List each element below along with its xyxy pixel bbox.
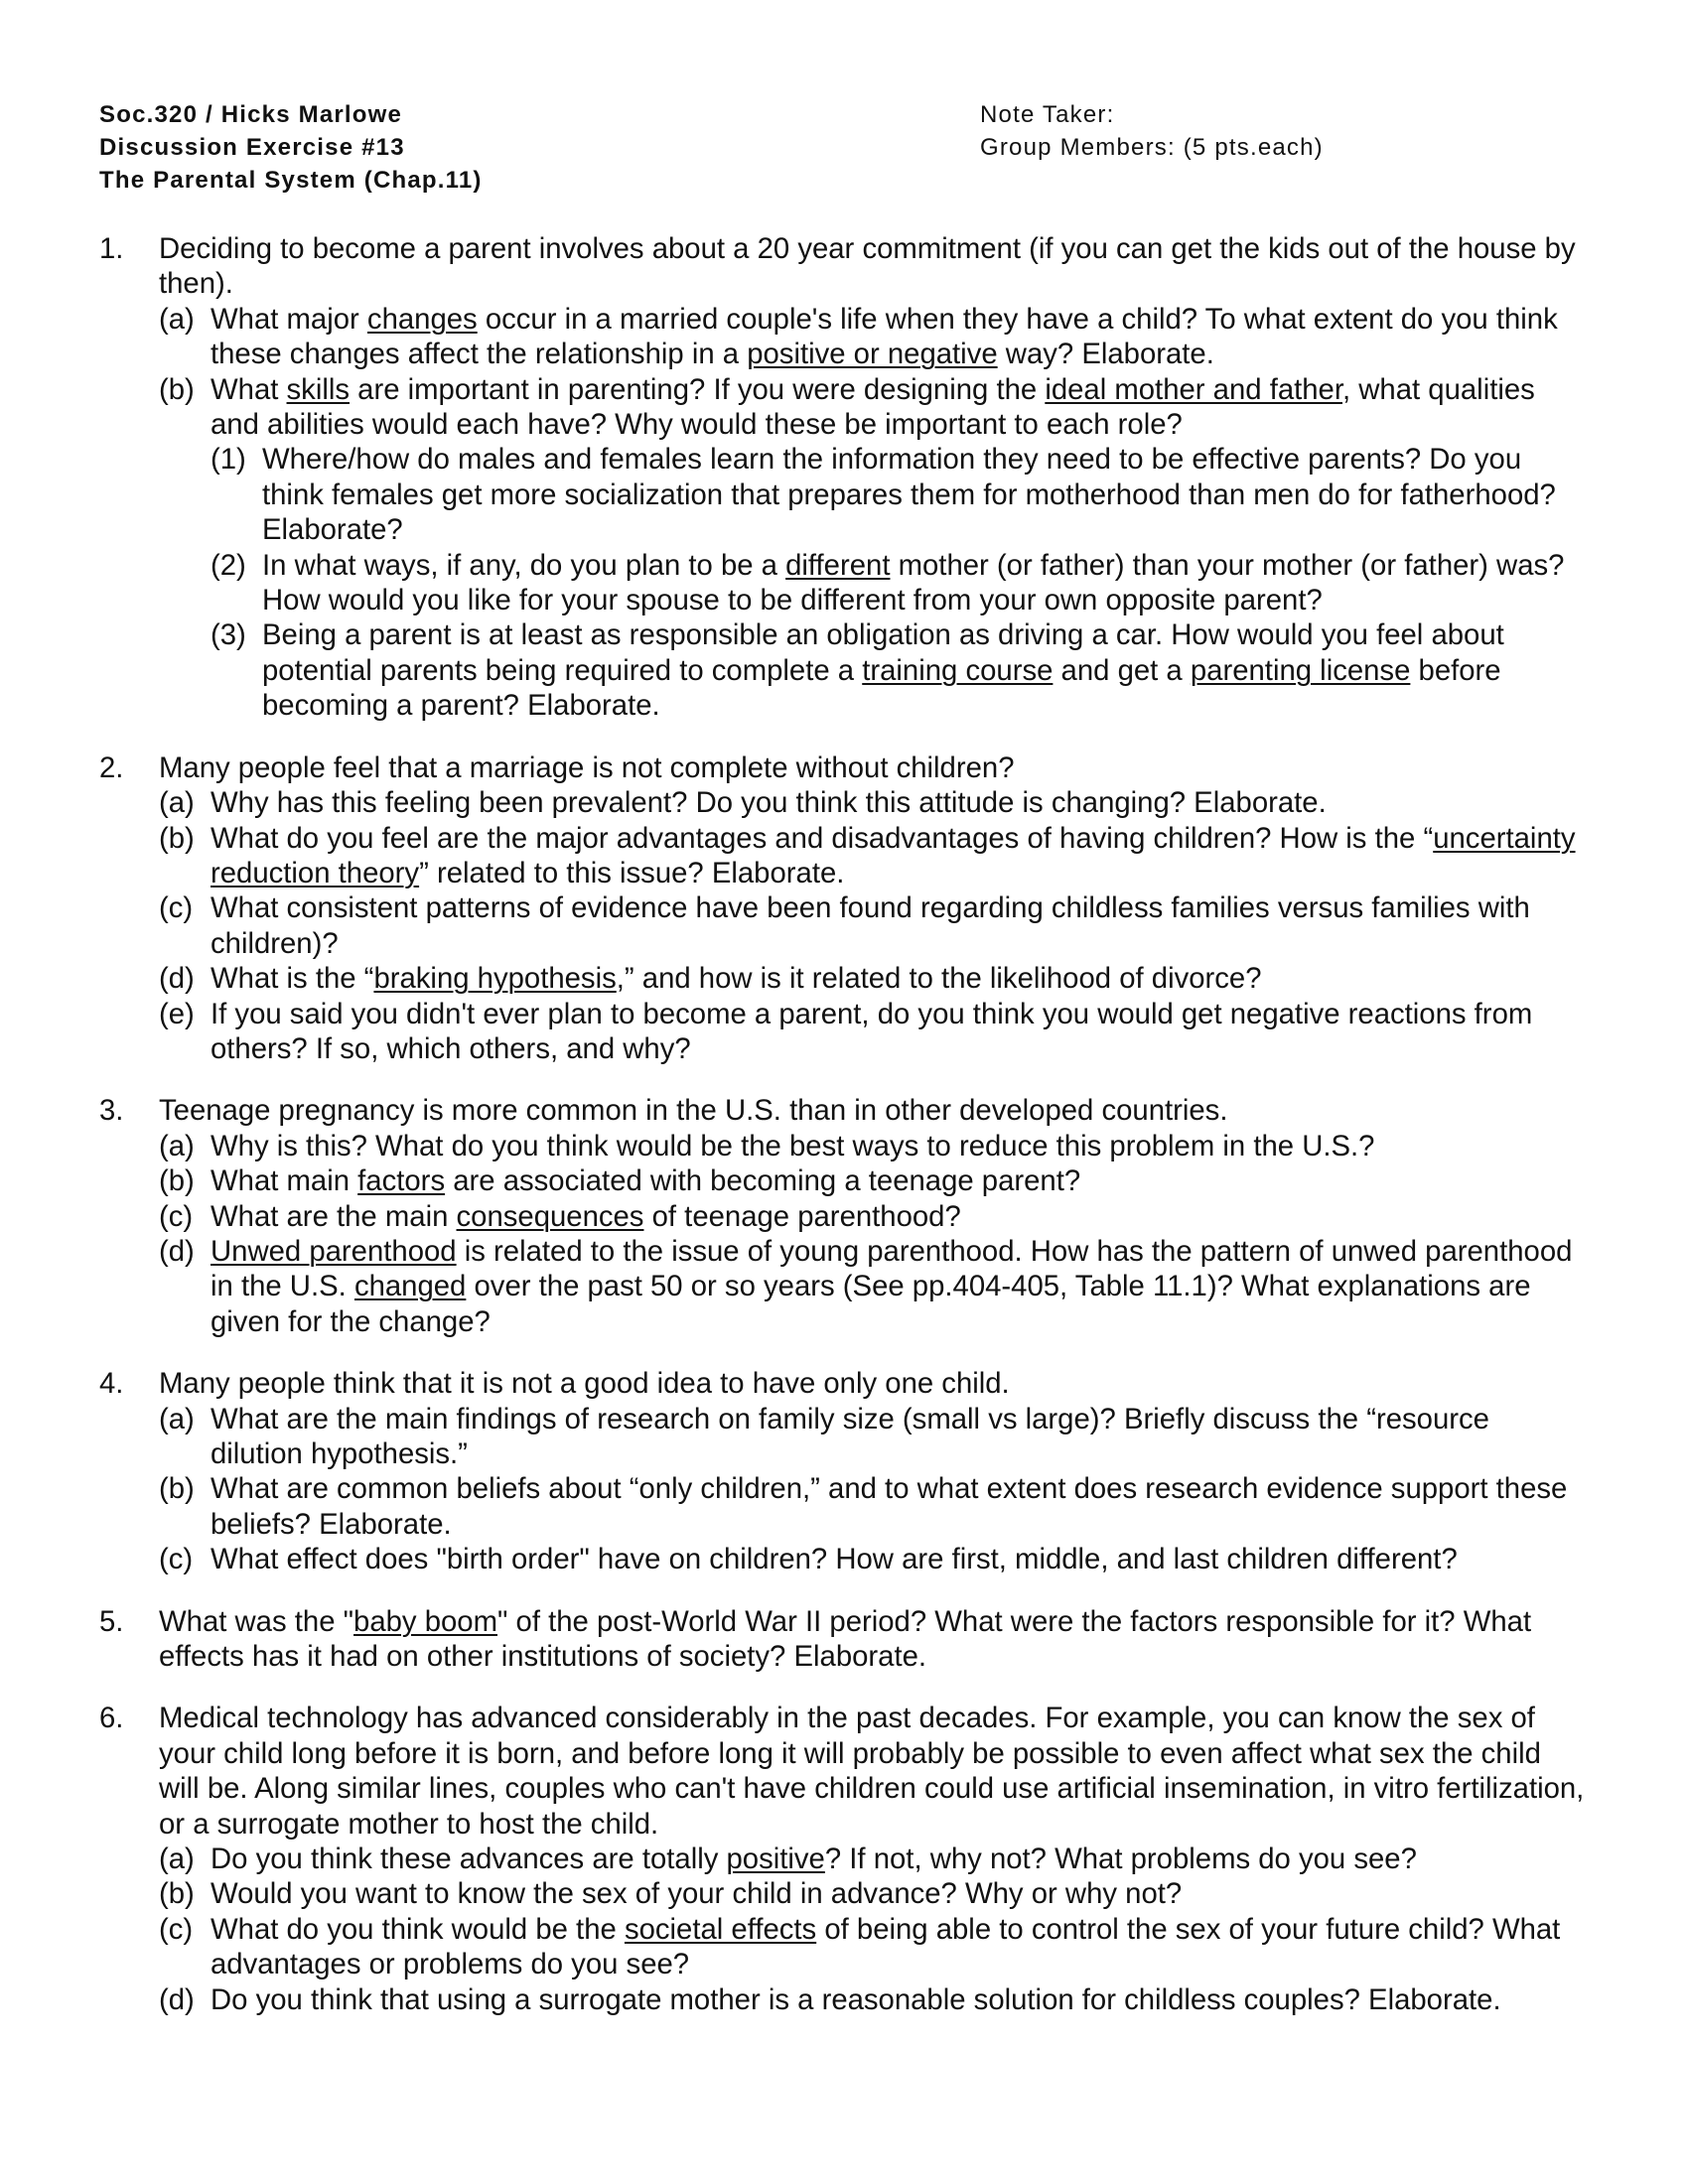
text-run: " of the post-World War II period? What were the factors responsible for it? What effects has it had on other institutions of society? Elaborate. <box>159 1604 1532 1674</box>
text-run: What main <box>211 1164 358 1198</box>
underlined-term: changed <box>353 1270 467 1303</box>
subquestion-label: (a) <box>159 1129 195 1162</box>
subquestion-6a <box>99 1842 1589 1876</box>
underlined-term: different <box>785 548 891 582</box>
subquestion-label: (c) <box>159 1199 194 1233</box>
text-run: of being able to control the sex of your future child? What advantages or problems do you see? <box>211 1912 1561 1981</box>
question-text: Teenage pregnancy is more common in the U.S. than in other developed countries. <box>159 1094 1228 1128</box>
subquestion-text <box>211 1913 1560 1980</box>
subquestion-label: (a) <box>159 786 195 820</box>
text-run: What major <box>211 302 367 336</box>
subquestion-text: Where/how do males and females learn the information they need to be effective parents? Do you think females get more socialization that prepares them for motherhood than men do for fatherhood? Elaborate? <box>262 443 1556 547</box>
text-run: ” related to this issue? Elaborate. <box>419 856 845 889</box>
question-number: 5. <box>99 1604 124 1638</box>
subquestion-label: (a) <box>159 302 195 336</box>
subquestion-text <box>262 618 1504 722</box>
subquestion-1b1 <box>99 442 1589 547</box>
text-run: way? Elaborate. <box>997 338 1214 371</box>
subquestion-6d <box>99 1982 1589 2017</box>
subquestion-4c <box>99 1542 1589 1576</box>
question-text <box>159 1605 1531 1673</box>
text-run: What was the " <box>159 1604 354 1638</box>
text-run: What is the “ <box>211 962 374 996</box>
question-number: 6. <box>99 1702 124 1735</box>
text-run: are important in parenting? If you were designing the <box>350 372 1046 406</box>
subquestion-label: (b) <box>159 1472 195 1506</box>
subquestion-1b2 <box>99 548 1589 618</box>
subquestion-4b <box>99 1471 1589 1542</box>
text-run: In what ways, if any, do you plan to be a <box>262 548 786 582</box>
text-run: What <box>211 372 287 406</box>
subquestion-1a <box>99 302 1589 372</box>
underlined-term: baby boom <box>353 1604 497 1638</box>
underlined-term: Unwed parenthood <box>211 1234 457 1268</box>
underlined-term: factors <box>357 1164 446 1198</box>
subquestion-2d <box>99 961 1589 996</box>
course-header <box>99 98 483 197</box>
subquestion-6c <box>99 1912 1589 1982</box>
text-run: Being a parent is at least as responsible an obligation as driving a car. How would you feel about potential parents being required to complete a <box>262 618 1504 687</box>
note-taker-label: Note Taker: <box>980 101 1115 128</box>
text-run: , what qualities and abilities would each have? Why would these be important to each role? <box>211 372 1535 442</box>
subquestion-6b <box>99 1876 1589 1911</box>
text-run: ? If not, why not? What problems do you see? <box>824 1843 1417 1876</box>
underlined-term: positive or negative <box>747 338 998 371</box>
subquestion-text: What consistent patterns of evidence have been found regarding childless families versus families with children)? <box>211 891 1530 960</box>
question-text: Many people feel that a marriage is not complete without children? <box>159 751 1015 784</box>
subquestion-label: (1) <box>211 443 246 477</box>
subquestion-label: (d) <box>159 962 195 996</box>
text-run: occur in a married couple's life when they have a child? To what extent do you think these changes affect the relationship in a <box>211 302 1558 371</box>
text-run: are associated with becoming a teenage parent? <box>445 1164 1081 1198</box>
subquestion-2c <box>99 890 1589 961</box>
subquestion-4a <box>99 1402 1589 1472</box>
question-6 <box>99 1701 1589 2017</box>
question-number: 2. <box>99 751 124 784</box>
text-run: What are the main <box>211 1199 457 1233</box>
question-1-stem <box>99 231 1589 302</box>
question-list <box>99 231 1589 2044</box>
subquestion-1b <box>99 372 1589 443</box>
text-run: is related to the issue of young parenthood. How has the pattern of unwed parenthood in the U.S. <box>211 1234 1573 1303</box>
question-number: 4. <box>99 1367 124 1401</box>
topic-title: The Parental System (Chap.11) <box>99 167 483 194</box>
subquestion-text: Why is this? What do you think would be the best ways to reduce this problem in the U.S.? <box>211 1129 1375 1162</box>
exercise-title: Discussion Exercise #13 <box>99 134 405 161</box>
underlined-term: changes <box>366 302 478 336</box>
text-run: over the past 50 or so years (See pp.404-405, Table 11.1)? What explanations are given for the change? <box>211 1270 1531 1338</box>
question-3 <box>99 1093 1589 1339</box>
question-text: Medical technology has advanced considerably in the past decades. For example, you can know the sex of your child long before it is born, and before long it will probably be possible to even affect what sex the child will be. Along similar lines, couples who can't have children could use artificial insemination, in vitro fertilization, or a surrogate mother to host the child. <box>159 1702 1585 1841</box>
subquestion-3a <box>99 1129 1589 1163</box>
subquestion-2e <box>99 997 1589 1067</box>
underlined-term: societal effects <box>624 1912 817 1946</box>
question-number: 3. <box>99 1094 124 1128</box>
subquestion-text: Would you want to know the sex of your child in advance? Why or why not? <box>211 1877 1183 1911</box>
subquestion-label: (3) <box>211 618 246 652</box>
subquestion-3c <box>99 1199 1589 1234</box>
subquestion-label: (b) <box>159 372 195 406</box>
subquestion-text: What are the main findings of research on family size (small vs large)? Briefly discuss the “resource dilution hypothesis.” <box>211 1402 1489 1470</box>
subquestion-text <box>211 1235 1572 1338</box>
question-4-stem <box>99 1366 1589 1401</box>
subquestion-label: (a) <box>159 1843 195 1876</box>
underlined-term: uncertainty reduction theory <box>211 821 1576 889</box>
subquestion-text <box>211 962 1262 995</box>
subquestion-text <box>211 1843 1417 1875</box>
text-run: What do you think would be the <box>211 1912 625 1946</box>
subquestion-text: Why has this feeling been prevalent? Do you think this attitude is changing? Elaborate. <box>211 786 1327 820</box>
question-number: 1. <box>99 232 124 265</box>
subquestion-text: If you said you didn't ever plan to become a parent, do you think you would get negative reactions from others? If so, which others, and why? <box>211 997 1533 1065</box>
subquestion-label: (d) <box>159 1982 195 2016</box>
underlined-term: parenting license <box>1190 653 1411 687</box>
text-run: Do you think these advances are totally <box>211 1843 727 1876</box>
question-3-stem <box>99 1093 1589 1128</box>
question-2 <box>99 751 1589 1067</box>
subquestion-label: (c) <box>159 1912 194 1946</box>
question-2-stem <box>99 751 1589 785</box>
subquestion-label: (e) <box>159 997 195 1030</box>
underlined-term: braking hypothesis <box>373 962 617 996</box>
subquestion-text <box>211 373 1535 441</box>
subquestion-label: (d) <box>159 1234 195 1268</box>
subquestion-text: What effect does "birth order" have on children? How are first, middle, and last children different? <box>211 1543 1458 1576</box>
subquestion-text <box>262 549 1564 616</box>
subquestion-2b <box>99 821 1589 891</box>
subquestion-label: (b) <box>159 1164 195 1198</box>
underlined-term: consequences <box>456 1199 644 1233</box>
group-info <box>980 98 1324 164</box>
underlined-term: ideal mother and father <box>1045 372 1342 406</box>
subquestion-text <box>211 303 1558 370</box>
text-run: before becoming a parent? Elaborate. <box>262 653 1501 723</box>
subquestion-label: (b) <box>159 1877 195 1911</box>
subquestion-2a <box>99 785 1589 820</box>
subquestion-text <box>211 1164 1080 1197</box>
underlined-term: positive <box>726 1843 825 1876</box>
subquestion-text: Do you think that using a surrogate mother is a reasonable solution for childless couples? Elaborate. <box>211 1982 1501 2016</box>
subquestion-text <box>211 822 1576 889</box>
question-4 <box>99 1366 1589 1576</box>
subquestion-label: (b) <box>159 821 195 855</box>
subquestion-3d <box>99 1234 1589 1339</box>
subquestion-label: (c) <box>159 1543 194 1576</box>
subquestion-text: What are common beliefs about “only children,” and to what extent does research evidence support these beliefs? Elaborate. <box>211 1472 1568 1541</box>
question-5-stem <box>99 1604 1589 1675</box>
question-5 <box>99 1604 1589 1675</box>
text-run: mother (or father) than your mother (or father) was? How would you like for your spouse to be different from your own opposite parent? <box>262 548 1565 617</box>
course-title: Soc.320 / Hicks Marlowe <box>99 101 403 128</box>
subquestion-text <box>211 1200 961 1233</box>
question-text: Many people think that it is not a good idea to have only one child. <box>159 1367 1010 1401</box>
text-run: What do you feel are the major advantages and disadvantages of having children? How is the “ <box>211 821 1434 855</box>
subquestion-1b3 <box>99 617 1589 723</box>
group-members-label: Group Members: (5 pts.each) <box>980 134 1324 161</box>
question-1 <box>99 231 1589 724</box>
subquestion-label: (c) <box>159 891 194 925</box>
subquestion-3b <box>99 1163 1589 1198</box>
text-run: ,” and how is it related to the likelihood of divorce? <box>616 962 1262 996</box>
subquestion-label: (a) <box>159 1402 195 1435</box>
underlined-term: skills <box>286 372 351 406</box>
text-run: and get a <box>1053 653 1191 687</box>
question-6-stem <box>99 1701 1589 1842</box>
underlined-term: training course <box>862 653 1054 687</box>
question-text: Deciding to become a parent involves about a 20 year commitment (if you can get the kids out of the house by then). <box>159 232 1576 301</box>
text-run: of teenage parenthood? <box>643 1199 961 1233</box>
subquestion-label: (2) <box>211 548 246 582</box>
